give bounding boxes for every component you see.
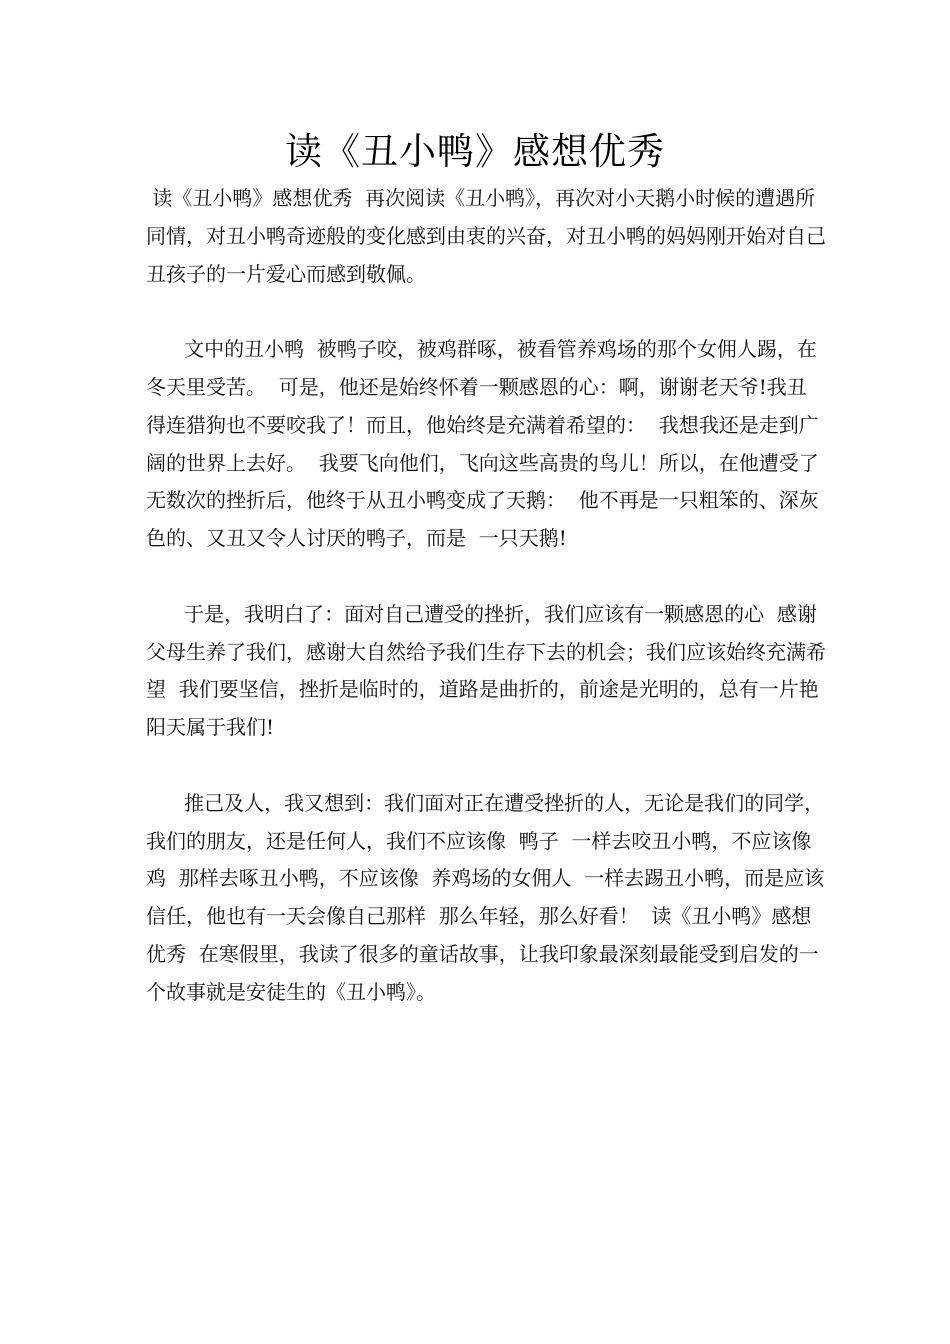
document-title: 读《丑小鸭》感想优秀 — [285, 130, 665, 173]
paragraph-gap — [146, 747, 826, 785]
paragraph-2: 文中的丑小鸭 被鸭子咬，被鸡群啄，被看管养鸡场的那个女佣人踢，在冬天里受苦。 可是，他还是始终怀着一颗感恩的心：啊，谢谢老天爷!我丑得连猎狗也不要咬我了！而且，他始终是充满着希望的： 我想我还是走到广阔的世界上去好。 我要飞向他们，飞向这些高贵的鸟儿！所以，在他遭受了无数次的挫折后，他终于从丑小鸭变成了天鹅： 他不再是一只粗笨的、深灰色的、又丑又令人讨厌的鸭子，而是 一只天鹅! — [146, 337, 819, 551]
document-body — [146, 180, 826, 1012]
paragraph-gap — [146, 558, 826, 596]
paragraph-1: 读《丑小鸭》感想优秀 再次阅读《丑小鸭》，再次对小天鹅小时候的遭遇所同情，对丑小鸭奇迹般的变化感到由衷的兴奋，对丑小鸭的妈妈刚开始对自己丑孩子的一片爱心而感到敬佩。 — [146, 186, 826, 286]
paragraph-gap — [146, 293, 826, 331]
paragraph-3: 于是，我明白了：面对自己遭受的挫折，我们应该有一颗感恩的心 感谢父母生养了我们，感谢大自然给予我们生存下去的机会；我们应该始终充满希望 我们要坚信，挫折是临时的，道路是曲折的，前途是光明的，总有一片艳阳天属于我们! — [146, 601, 826, 740]
paragraph-4: 推己及人，我又想到：我们面对正在遭受挫折的人，无论是我们的同学，我们的朋友，还是任何人，我们不应该像 鸭子 一样去咬丑小鸭，不应该像 鸡 那样去啄丑小鸭，不应该像 养鸡场的女佣人 一样去踢丑小鸭，而是应该信任，他也有一天会像自己那样 那么年轻，那么好看！ 读《丑小鸭》感想优秀 在寒假里，我读了很多的童话故事，让我印象最深刻最能受到启发的一个故事就是安徒生的《丑小鸭》。 — [146, 790, 825, 1004]
